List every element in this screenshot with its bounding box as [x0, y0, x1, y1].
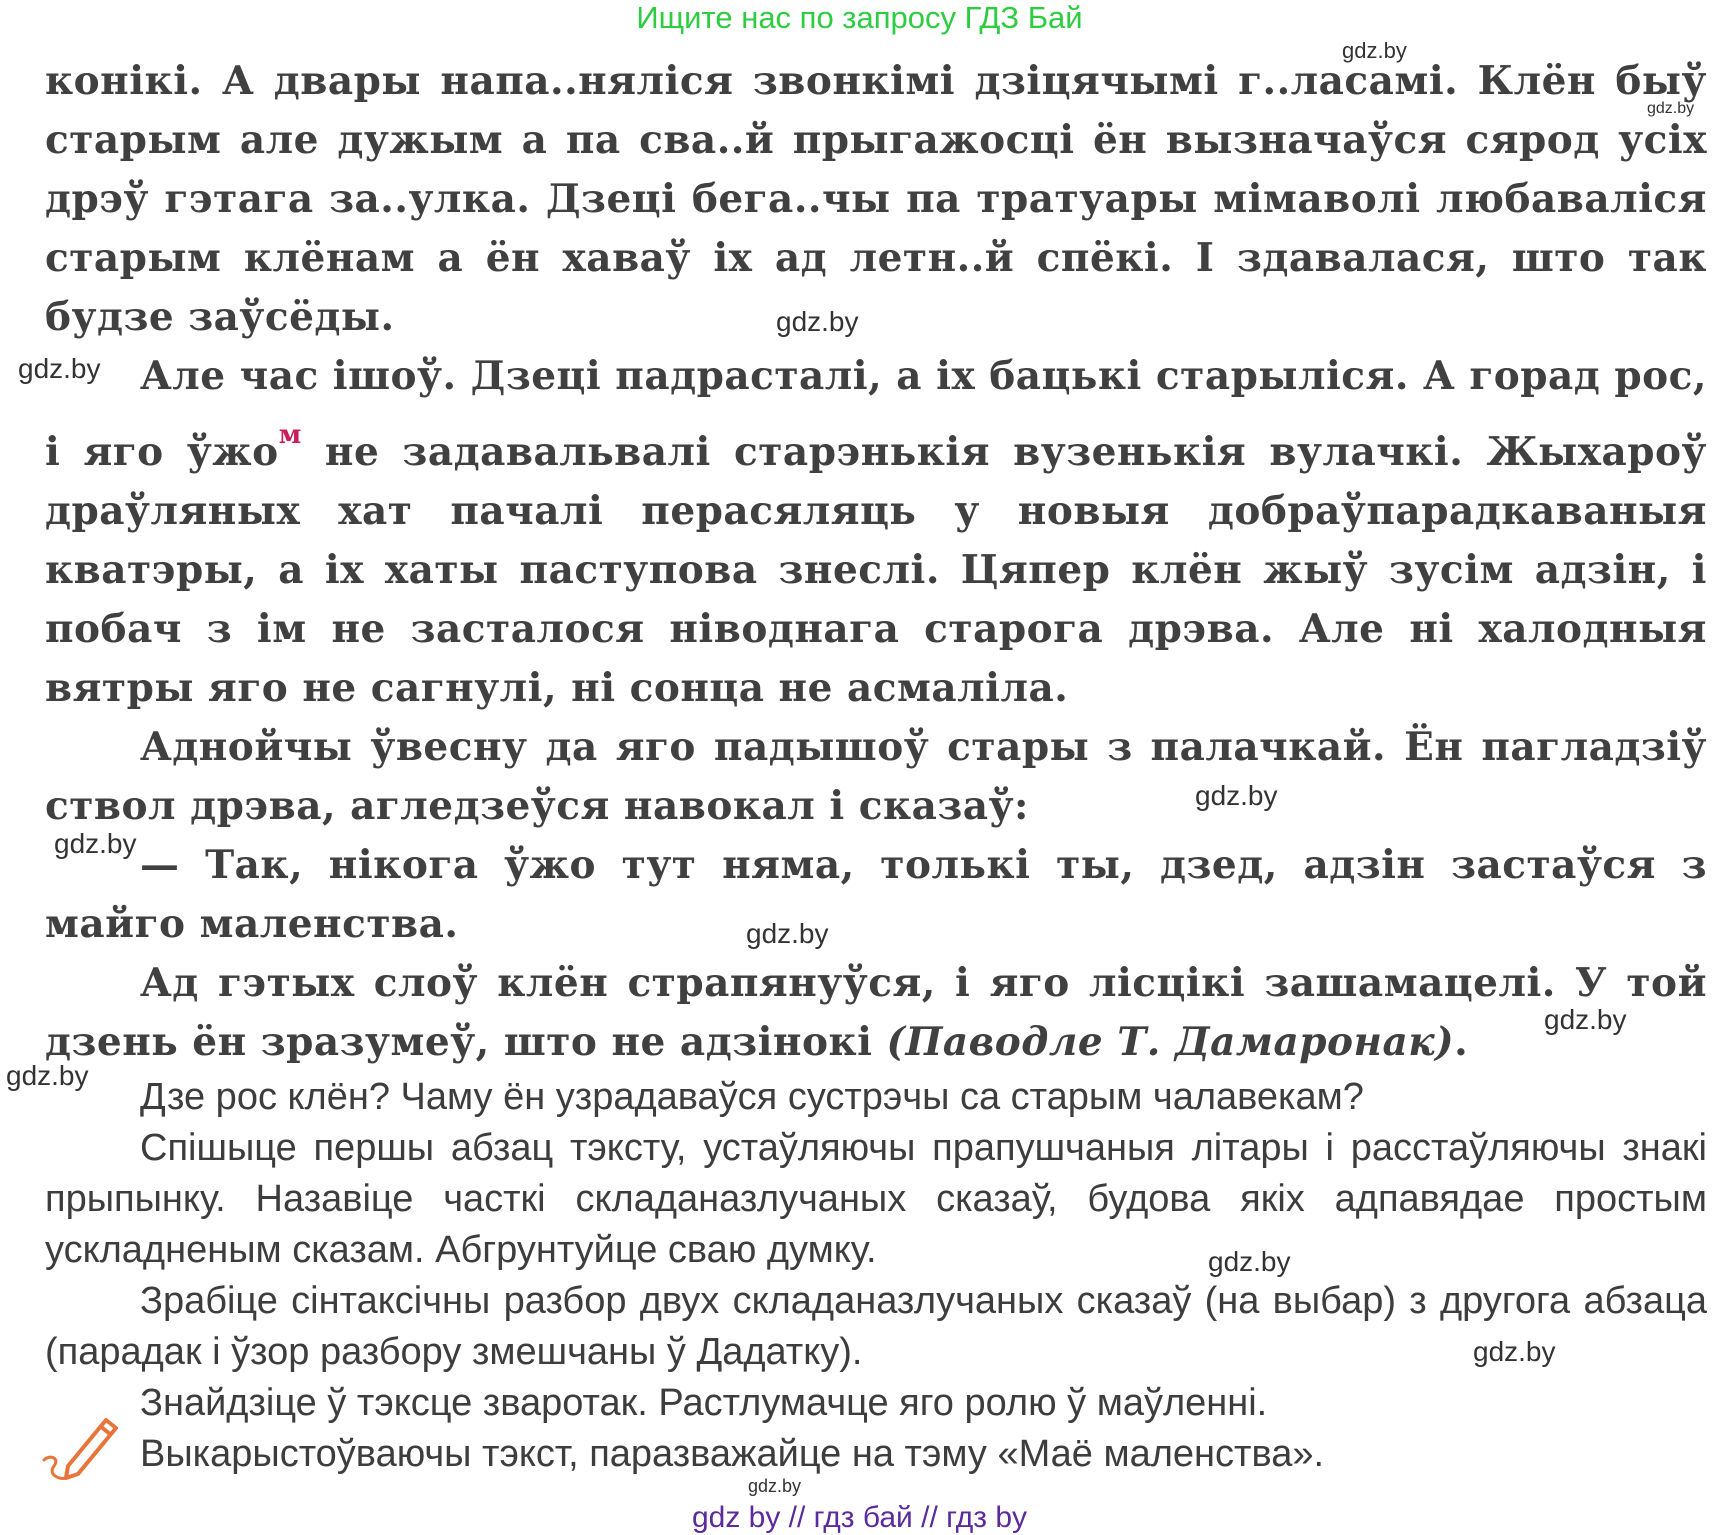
watermark: gdz.by — [748, 1476, 802, 1496]
task-syntax-analysis: Зрабіце сінтаксічны разбор двух складаназлучаных сказаў (на выбар) з другога абзаца (парадак і ўзор разбору змешчаны ў Дадатку). — [45, 1280, 1707, 1373]
watermark: gdz.by — [1342, 38, 1407, 63]
footer-links[interactable]: gdz by // гдз бай // гдз by — [691, 1501, 1028, 1534]
watermark: gdz.by — [1647, 100, 1695, 117]
paragraph-1: конікі. А двары напа..няліся звонкімі дзіцячымі г..ласамі. Клён быў старым але дужым а па сва..й прыгажосці ён вызначаўся сярод усіх дрэў гэтага за..улка. Дзеці бега..чы па тратуары мімаволі любаваліся старым клёнам а ён хаваў іх ад летн..й спёкі. І здавалася, што так будзе заўсёды. — [45, 58, 1707, 340]
story-text — [45, 52, 1707, 1072]
paragraph-2 — [45, 347, 1707, 718]
paragraph-4-dialogue: — Так, нікога ўжо тут няма, толькі ты, дзед, адзін застаўся з майго маленства. — [45, 842, 1707, 947]
watermark: gdz.by — [746, 918, 829, 949]
paragraph-3: Аднойчы ўвесну да яго падышоў стары з палачкай. Ён пагладзіў ствол дрэва, агледзеўся навокал і сказаў: — [45, 724, 1707, 829]
watermark: gdz.by — [1195, 780, 1278, 811]
task-question: Дзе рос клён? Чаму ён узрадаваўся сустрэчы са старым чалавекам? — [140, 1076, 1364, 1118]
exercise-tasks — [45, 1072, 1707, 1480]
paragraph-2-end: не задавальвалі старэнькія вузенькія вулачкі. Жыхароў драўляных хат пачалі перасяляць у новыя добраўпарадкаваныя кватэры, а іх хаты паступова знеслі. Цяпер клён жыў зусім адзін, і побач з ім не засталося ніводнага старога дрэва. Але ні халодныя вятры яго не сагнулі, ні сонца не асмаліла. — [45, 429, 1707, 711]
task-find-address: Знайдзіце ў тэксце зваротак. Растлумачце яго ролю ў маўленні. — [140, 1382, 1268, 1424]
source-attribution: (Паводле Т. Дамаронак) — [886, 1019, 1455, 1065]
watermark: gdz.by — [776, 306, 859, 337]
paragraph-5-end: . — [1454, 1019, 1469, 1065]
watermark: gdz.by — [18, 353, 101, 384]
watermark: gdz.by — [1208, 1246, 1291, 1277]
task-copy-paragraph: Спішыце першы абзац тэксту, устаўляючы прапушчаныя літары і расстаўляючы знакі прыпынку. Назавіце часткі складаназлучаных сказаў, будова якіх адпавядае простым ускладненым сказам. Абгрунтуйце сваю думку. — [45, 1127, 1707, 1271]
paragraph-2-start: Але час ішоў. Дзеці падрасталі, а іх бацькі старыліся. А горад рос, і яго ўжо — [45, 353, 1707, 475]
watermark: gdz.by — [1473, 1336, 1556, 1367]
task-reflect: Выкарыстоўваючы тэкст, паразважайце на тэму «Маё маленства». — [140, 1433, 1325, 1475]
paragraph-5 — [45, 954, 1707, 1072]
watermark: gdz.by — [54, 828, 137, 859]
pencil-icon — [40, 1414, 120, 1484]
paragraph-5-text: Ад гэтых слоў клён страпянуўся, і яго лісцікі зашамацелі. У той дзень ён зразумеў, што не адзінокі — [45, 960, 1707, 1065]
watermark: gdz.by — [1544, 1004, 1627, 1035]
promo-header: Ищите нас по запросу ГДЗ Бай — [636, 0, 1083, 35]
dictionary-mark: м — [278, 420, 302, 450]
watermark: gdz.by — [6, 1060, 89, 1091]
